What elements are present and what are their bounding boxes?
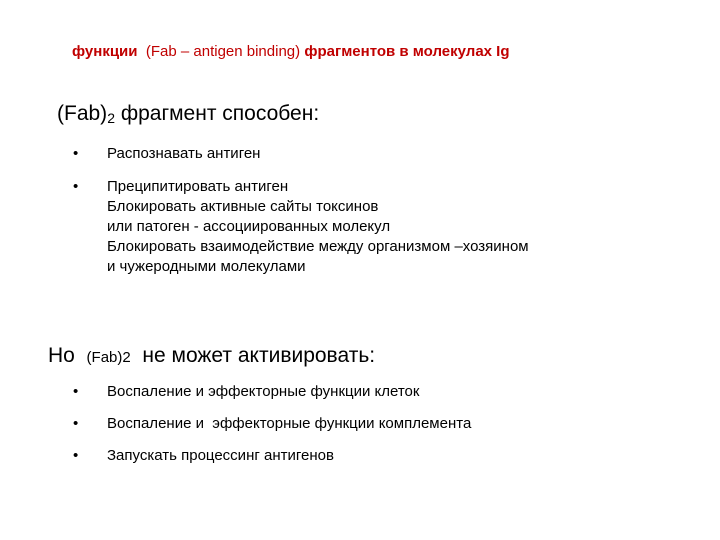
slide-title [72, 43, 510, 61]
section2-list-item-2 [107, 414, 471, 434]
section2-list-item-3: Запускать процессинг антигенов [107, 447, 334, 464]
section1-heading-prefix: (Fab) [57, 102, 108, 125]
list-item-line: и чужеродными молекулами [107, 258, 306, 275]
section1-list-item-1 [107, 144, 260, 164]
section2-list-item-1: Воспаление и эффекторные функции клеток [107, 383, 420, 400]
bullet-icon: • [73, 415, 79, 432]
section2-heading [48, 343, 375, 371]
bullet-icon: • [73, 447, 79, 464]
section1-heading-suffix: фрагмент способен: [120, 102, 320, 125]
list-item-line: Преципитировать антиген [107, 178, 289, 195]
list-item-line: Блокировать активные сайты токсинов [107, 198, 379, 215]
title-part-fragments: фрагментов в молекулах Ig [304, 43, 510, 60]
section1-list-item-2 [107, 177, 529, 277]
bullet-icon: • [73, 383, 79, 400]
bullet-icon: • [73, 145, 79, 162]
bullet-icon: • [73, 178, 79, 195]
list-item-line: Блокировать взаимодействие между организмом –хозяином [107, 238, 529, 255]
list-item-line: Распознавать антиген [107, 145, 261, 162]
list-item-text: Воспаление и эффекторные функции комплемента [107, 415, 472, 432]
section2-heading-fab2: (Fab)2 [86, 349, 131, 366]
title-part-functions: функции [72, 43, 138, 60]
section1-heading [57, 101, 319, 127]
list-item-line: или патоген - ассоциированных молекул [107, 218, 391, 235]
section1-heading-subscript: 2 [107, 110, 115, 126]
section2-heading-prefix: Но [48, 344, 75, 367]
title-part-fab-definition: (Fab – antigen binding) [145, 43, 301, 60]
section2-heading-suffix: не может активировать: [142, 344, 376, 367]
